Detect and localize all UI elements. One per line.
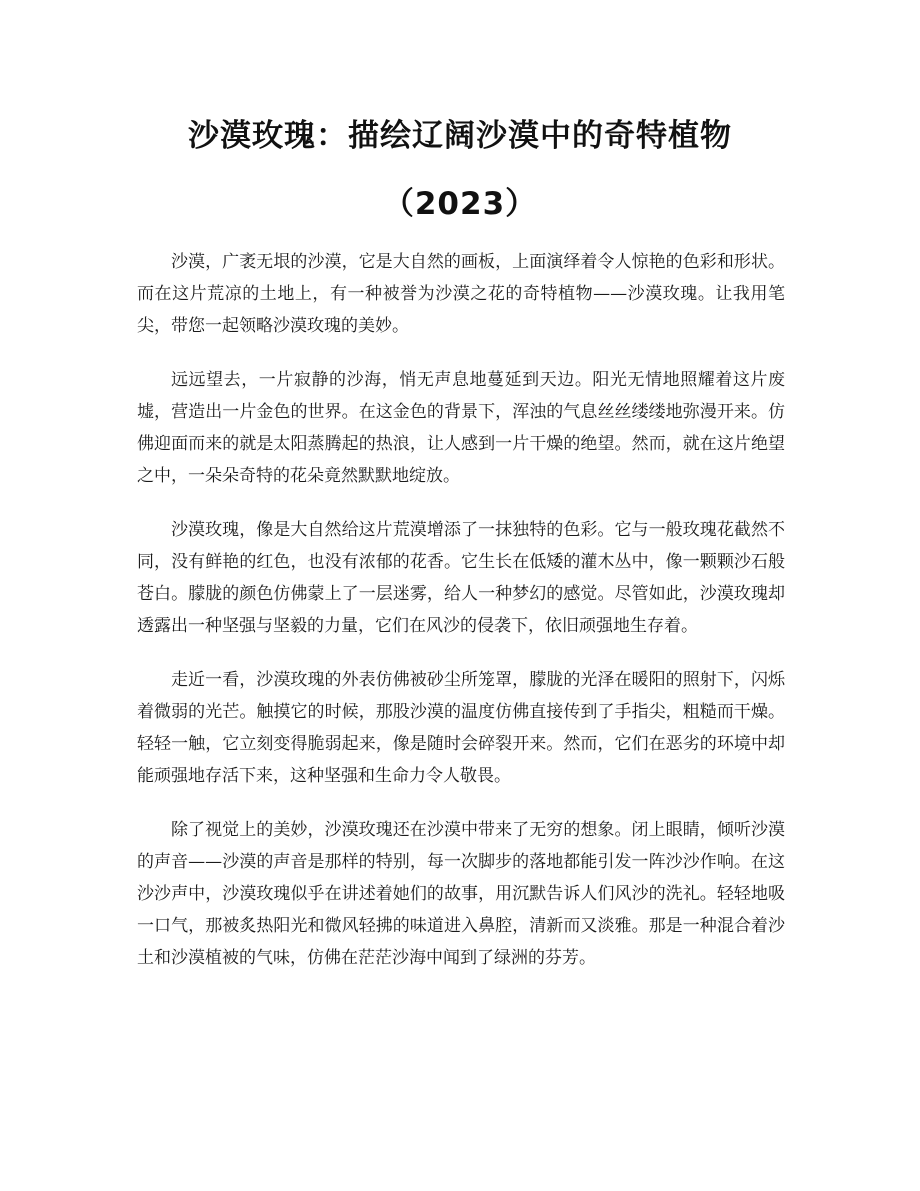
document-body — [137, 246, 785, 996]
document-title: 沙漠玫瑰：描绘辽阔沙漠中的奇特植物（2023） — [188, 118, 732, 222]
paragraph: 走近一看，沙漠玫瑰的外表仿佛被砂尘所笼罩，朦胧的光泽在暖阳的照射下，闪烁着微弱的光芒。触摸它的时候，那股沙漠的温度仿佛直接传到了手指尖，粗糙而干燥。轻轻一触，它立刻变得脆弱起来，像是随时会碎裂开来。然而，它们在恶劣的环境中却能顽强地存活下来，这种坚强和生命力令人敬畏。 — [137, 670, 785, 786]
paragraph: 远远望去，一片寂静的沙海，悄无声息地蔓延到天边。阳光无情地照耀着这片废墟，营造出一片金色的世界。在这金色的背景下，浑浊的气息丝丝缕缕地弥漫开来。仿佛迎面而来的就是太阳蒸腾起的热浪，让人感到一片干燥的绝望。然而，就在这片绝望之中，一朵朵奇特的花朵竟然默默地绽放。 — [137, 370, 785, 486]
paragraph: 沙漠玫瑰，像是大自然给这片荒漠增添了一抹独特的色彩。它与一般玫瑰花截然不同，没有鲜艳的红色，也没有浓郁的花香。它生长在低矮的灌木丛中，像一颗颗沙石般苍白。朦胧的颜色仿佛蒙上了一层迷雾，给人一种梦幻的感觉。尽管如此，沙漠玫瑰却透露出一种坚强与坚毅的力量，它们在风沙的侵袭下，依旧顽强地生存着。 — [137, 520, 785, 636]
paragraph: 沙漠，广袤无垠的沙漠，它是大自然的画板，上面演绎着令人惊艳的色彩和形状。而在这片荒凉的土地上，有一种被誉为沙漠之花的奇特植物——沙漠玫瑰。让我用笔尖，带您一起领略沙漠玫瑰的美妙。 — [137, 252, 785, 336]
paragraph: 除了视觉上的美妙，沙漠玫瑰还在沙漠中带来了无穷的想象。闭上眼睛，倾听沙漠的声音——沙漠的声音是那样的特别，每一次脚步的落地都能引发一阵沙沙作响。在这沙沙声中，沙漠玫瑰似乎在讲述着她们的故事，用沉默告诉人们风沙的洗礼。轻轻地吸一口气，那被炙热阳光和微风轻拂的味道进入鼻腔，清新而又淡雅。那是一种混合着沙土和沙漠植被的气味，仿佛在茫茫沙海中闻到了绿洲的芬芳。 — [137, 820, 785, 968]
